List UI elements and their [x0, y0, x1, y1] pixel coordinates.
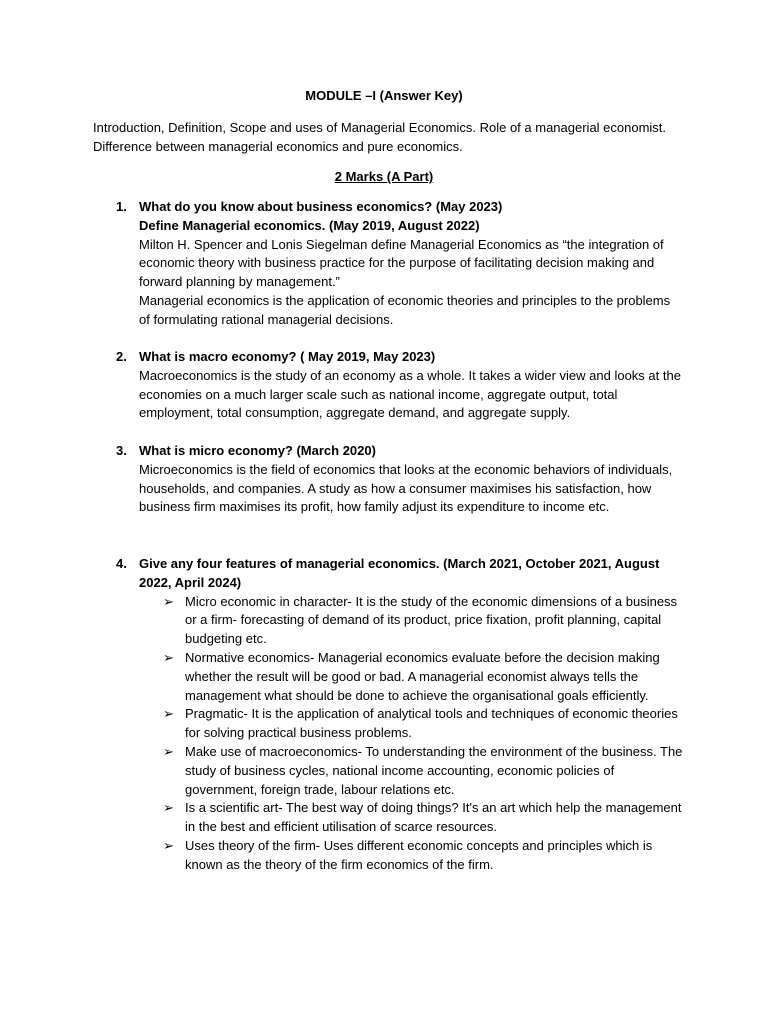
- features-list: [139, 593, 684, 875]
- answer-paragraph: Macroeconomics is the study of an economy as a whole. It takes a wider view and looks at the economies on a much larger scale such as national income, aggregate output, total employment, total consumption, aggregate demand, and aggregate supply.: [139, 367, 681, 421]
- document-title: MODULE –I (Answer Key): [305, 88, 463, 103]
- question-text: What do you know about business economics? (May 2023): [139, 199, 503, 214]
- answer-paragraph: Managerial economics is the application of economic theories and principles to the problems of formulating rational managerial decisions.: [139, 292, 671, 327]
- arrow-bullet-icon: ➢: [163, 800, 174, 816]
- list-item: [139, 649, 684, 705]
- arrow-bullet-icon: ➢: [163, 649, 174, 665]
- question-text-secondary: Define Managerial economics. (May 2019, August 2022): [139, 217, 480, 233]
- feature-text: Make use of macroeconomics- To understanding the environment of the business. The study of business cycles, national income accounting, economic policies of government, foreign trade, labour relations etc.: [185, 743, 683, 797]
- arrow-bullet-icon: ➢: [163, 593, 174, 609]
- feature-text: Uses theory of the firm- Uses different economic concepts and principles which is known as the theory of the firm economics of the firm.: [185, 837, 653, 872]
- arrow-bullet-icon: ➢: [163, 743, 174, 759]
- question-text: Give any four features of managerial economics. (March 2021, October 2021, August 2022, April 2024): [139, 556, 660, 590]
- question-number: 1.: [116, 199, 127, 214]
- list-item: [139, 799, 684, 837]
- arrow-bullet-icon: ➢: [163, 706, 174, 722]
- question-number: 2.: [116, 349, 127, 364]
- arrow-bullet-icon: ➢: [163, 837, 174, 853]
- feature-text: Pragmatic- It is the application of analytical tools and techniques of economic theories for solving practical business problems.: [185, 706, 678, 741]
- module-intro: Introduction, Definition, Scope and uses of Managerial Economics. Role of a managerial economist. Difference between managerial economics and pure economics.: [93, 120, 667, 154]
- section-heading: 2 Marks (A Part): [334, 169, 434, 184]
- list-item: [139, 593, 684, 649]
- feature-text: Micro economic in character- It is the study of the economic dimensions of a business or a firm- forecasting of demand of its product, price fixation, profit planning, capital budgeting etc.: [185, 593, 678, 647]
- feature-text: Is a scientific art- The best way of doing things? It's an art which help the management in the best and efficient utilisation of scarce resources.: [185, 800, 682, 835]
- list-item: [139, 743, 684, 799]
- answer-paragraph: Microeconomics is the field of economics that looks at the economic behaviors of individuals, households, and companies. A study as how a consumer maximises his satisfaction, how business firm maximises its profit, how family adjust its expenditure to income etc.: [139, 461, 673, 515]
- list-item: [139, 837, 684, 875]
- question-number: 3.: [116, 443, 127, 458]
- question-text: What is micro economy? (March 2020): [139, 443, 376, 458]
- question-text: What is macro economy? ( May 2019, May 2023): [139, 349, 436, 364]
- answer-paragraph: Milton H. Spencer and Lonis Siegelman define Managerial Economics as “the integration of economic theory with business practice for the purpose of facilitating decision making and forward planning by management.”: [139, 236, 664, 290]
- question-number: 4.: [116, 556, 127, 571]
- list-item: [139, 705, 684, 743]
- feature-text: Normative economics- Managerial economics evaluate before the decision making whether the result will be good or bad. A managerial economist always tells the management what should be done to achieve the organisational goals efficiently.: [185, 649, 660, 703]
